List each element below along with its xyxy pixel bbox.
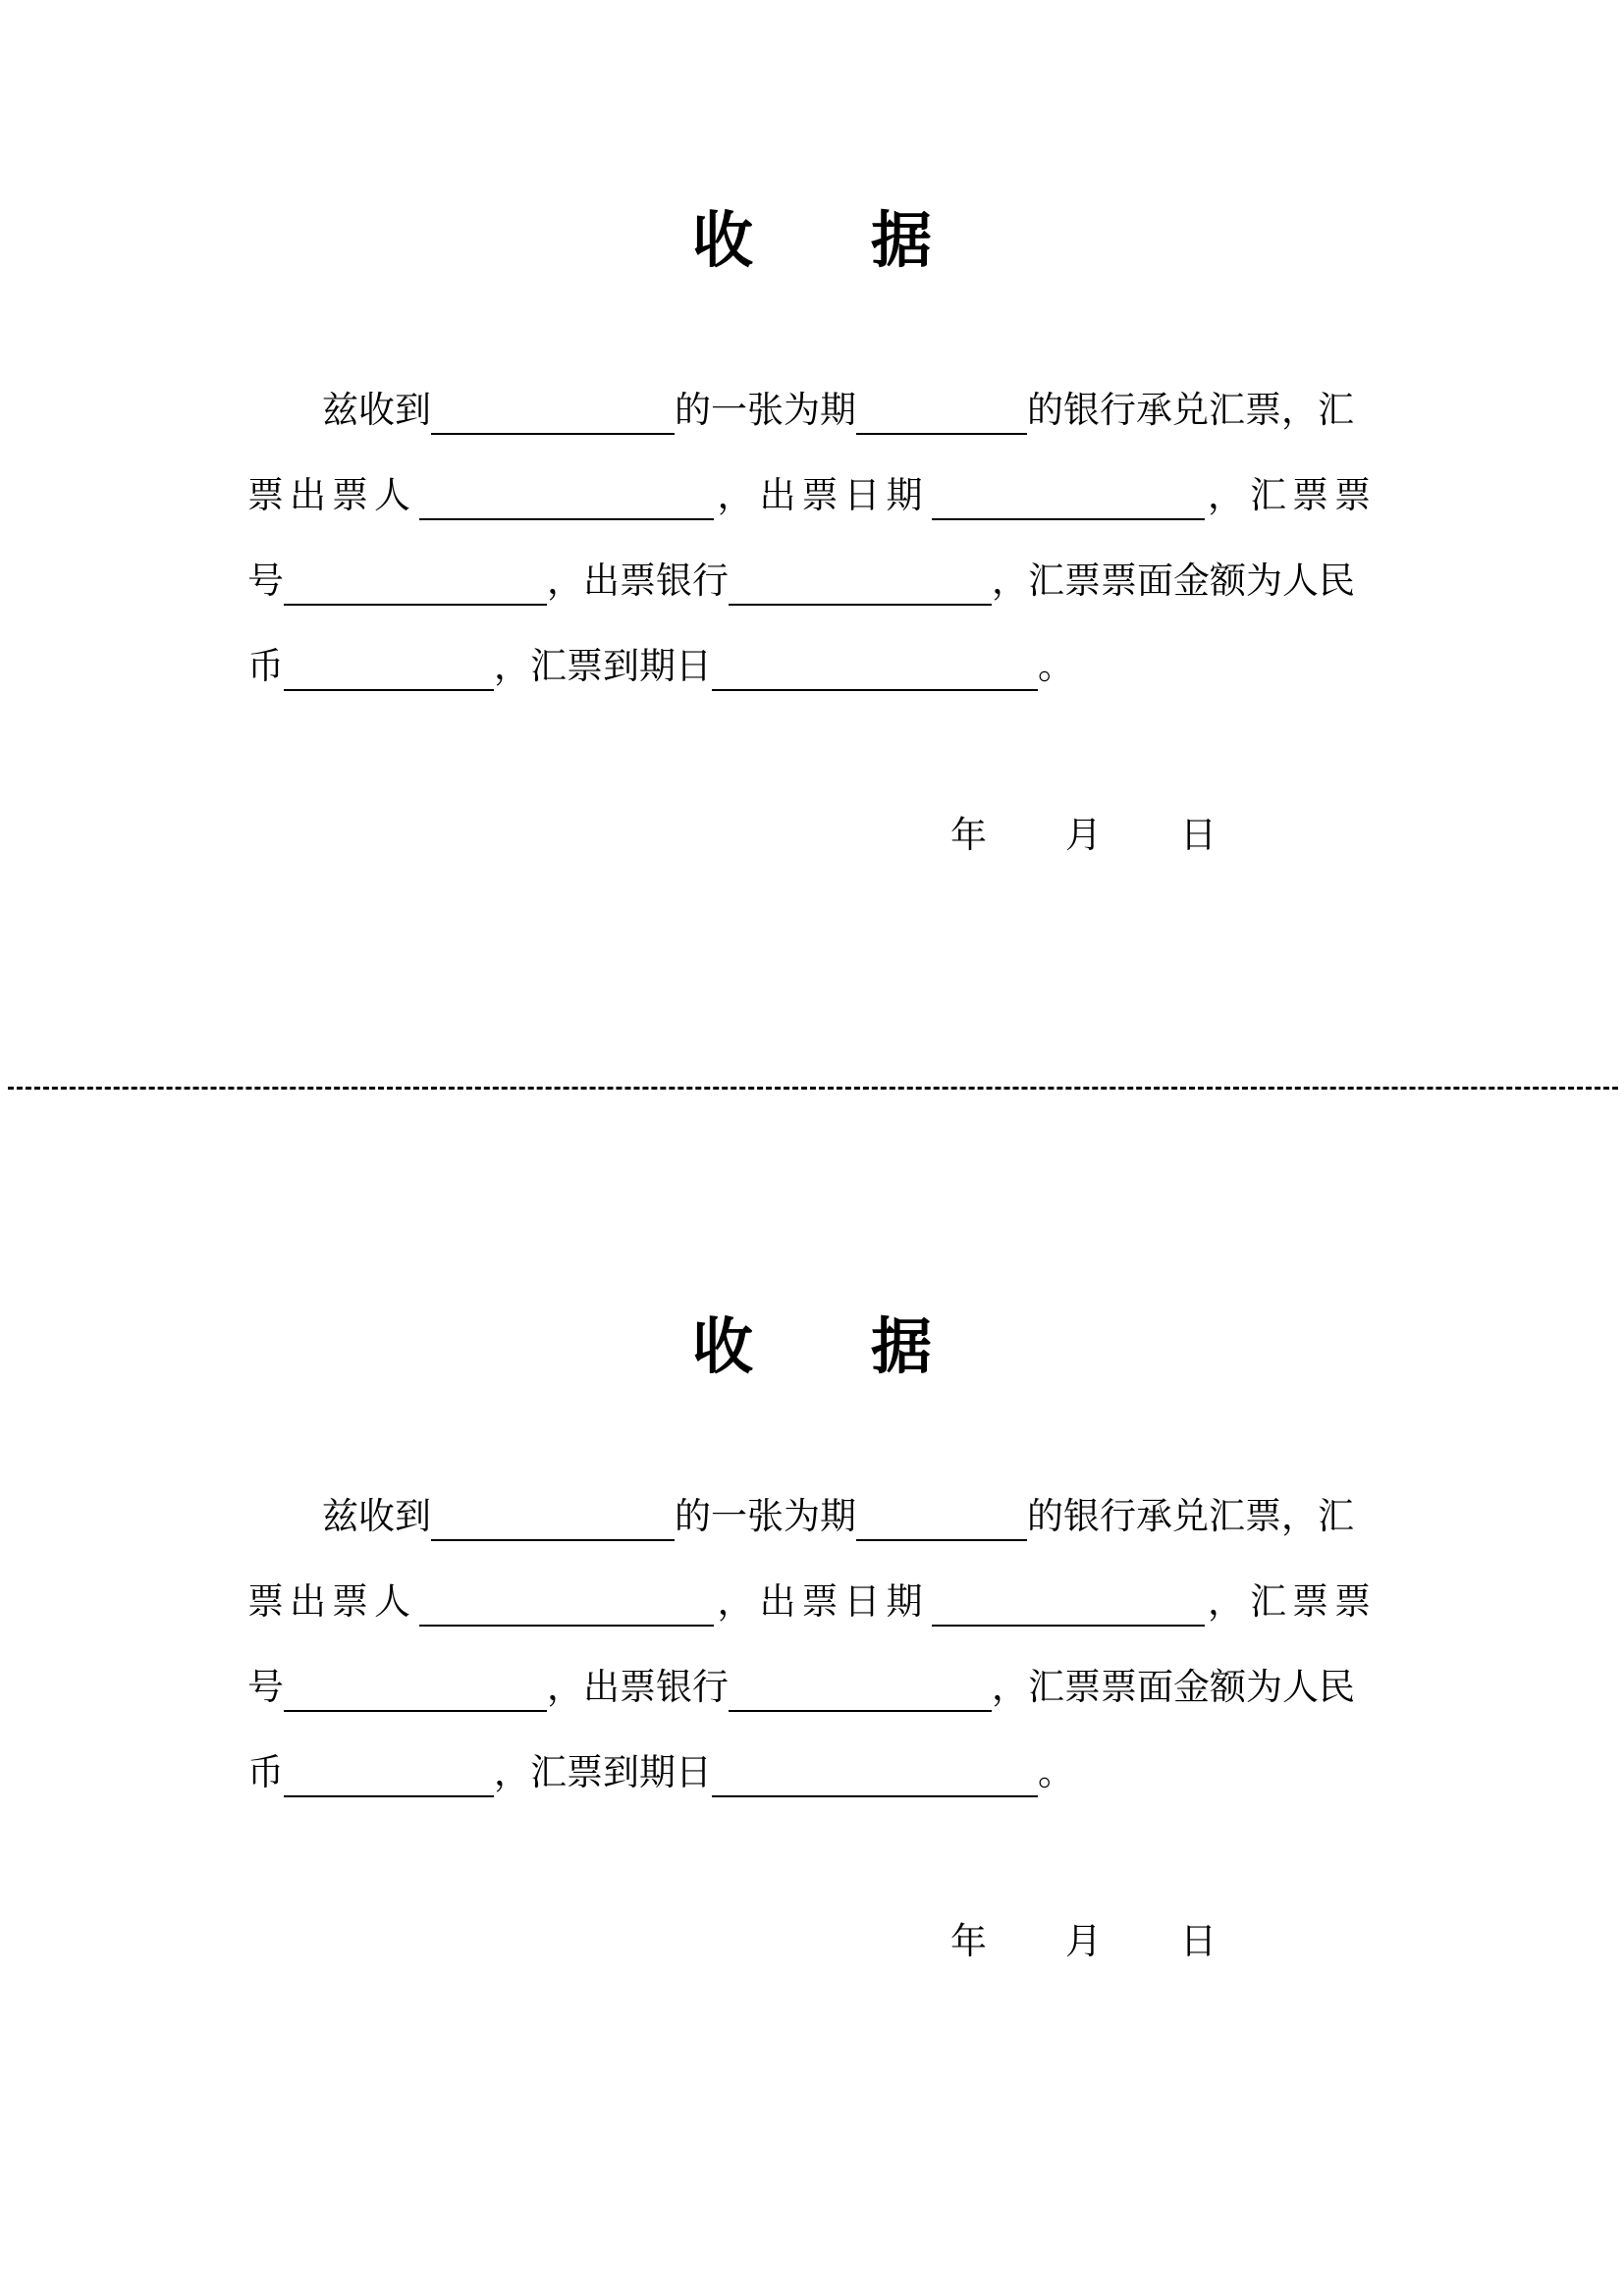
title-char-shou: 收 <box>691 1310 753 1382</box>
receipt-bottom <box>0 1106 1624 2088</box>
body-line-1: 兹收到 的一张为期 的银行承兑汇票，汇 <box>247 1492 1377 1541</box>
issuing-bank-blank[interactable] <box>729 562 992 606</box>
bill-number-blank[interactable] <box>284 562 547 606</box>
issue-date-blank[interactable] <box>932 1583 1205 1627</box>
year-label: 年 <box>950 814 987 856</box>
receipt-top <box>0 0 1624 982</box>
body-line-4: 币 ，汇票到期日 。 <box>247 642 1377 691</box>
amount-blank[interactable] <box>284 648 494 691</box>
issuing-bank-blank[interactable] <box>729 1669 992 1712</box>
receipt-title <box>0 201 1624 280</box>
amount-blank[interactable] <box>284 1754 494 1797</box>
receipt-title <box>0 1308 1624 1386</box>
title-char-shou: 收 <box>691 204 753 276</box>
title-char-ju: 据 <box>871 1310 933 1382</box>
drawer-blank[interactable] <box>419 477 714 520</box>
maturity-date-blank[interactable] <box>712 1754 1038 1797</box>
body-line-3: 号 ，出票银行 ，汇票票面金额为人民 <box>247 1663 1377 1712</box>
payer-blank[interactable] <box>431 392 675 435</box>
body-line-3: 号 ，出票银行 ，汇票票面金额为人民 <box>247 557 1377 606</box>
body-line-4: 币 ，汇票到期日 。 <box>247 1748 1377 1797</box>
year-label: 年 <box>950 1920 987 1962</box>
term-blank[interactable] <box>856 1498 1027 1541</box>
payer-blank[interactable] <box>431 1498 675 1541</box>
term-blank[interactable] <box>856 392 1027 435</box>
body-line-2: 票出票人 ，出票日期 ，汇票票 <box>247 471 1377 520</box>
date-line <box>950 811 1217 860</box>
maturity-date-blank[interactable] <box>712 648 1038 691</box>
body-line-2: 票出票人 ，出票日期 ，汇票票 <box>247 1577 1377 1627</box>
day-label: 日 <box>1180 814 1217 856</box>
day-label: 日 <box>1180 1920 1217 1962</box>
month-label: 月 <box>1065 1920 1102 1962</box>
body-line-1: 兹收到 的一张为期 的银行承兑汇票，汇 <box>247 386 1377 435</box>
issue-date-blank[interactable] <box>932 477 1205 520</box>
month-label: 月 <box>1065 814 1102 856</box>
cut-line-divider <box>8 1087 1618 1090</box>
date-line <box>950 1917 1217 1966</box>
drawer-blank[interactable] <box>419 1583 714 1627</box>
title-char-ju: 据 <box>871 204 933 276</box>
bill-number-blank[interactable] <box>284 1669 547 1712</box>
